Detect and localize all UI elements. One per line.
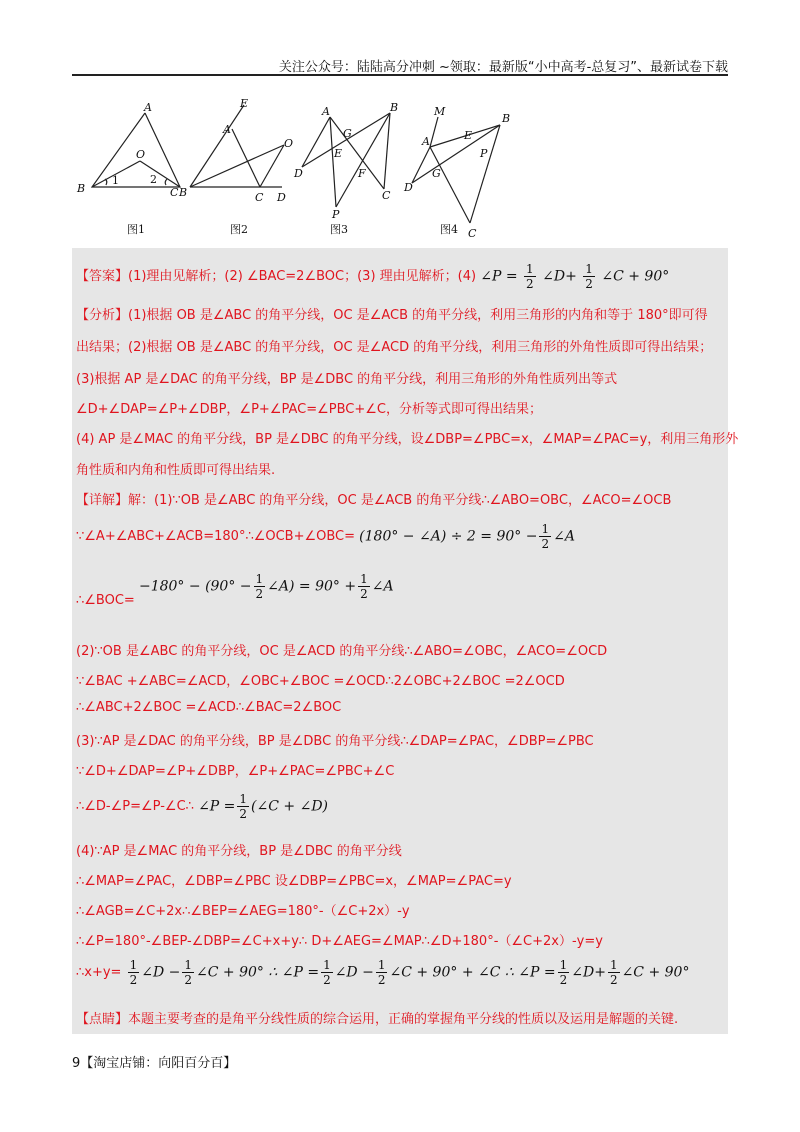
- figure-4-labels: [403, 105, 510, 240]
- fig4-label-e: E: [464, 129, 473, 142]
- detail-tag: 【详解】: [76, 493, 129, 508]
- fig3-caption: 图3: [330, 223, 348, 236]
- fig4-label-b: B: [502, 112, 511, 125]
- shop-name: 【淘宝店铺：向阳百分百】: [80, 1056, 237, 1071]
- figure-4: [412, 117, 500, 223]
- fig1-label-a: A: [144, 101, 152, 114]
- detail-p3-line-2: ∵∠D+∠DAP=∠P+∠DBP，∠P+∠PAC=∠PBC+∠C: [76, 764, 395, 779]
- header-divider: [72, 74, 728, 76]
- figure-2: [190, 105, 284, 187]
- fig4-caption: 图4: [440, 223, 458, 236]
- detail-line-1: 【详解】解：(1)∵OB 是∠ABC 的角平分线，OC 是∠ACB 的角平分线∴∠ABO=OBC，∠ACO=∠OCB: [76, 493, 672, 508]
- fig1-label-o: O: [136, 148, 146, 161]
- fig3-label-a: A: [322, 105, 330, 118]
- fig4-label-p: P: [480, 147, 488, 160]
- fig2-label-e: E: [240, 97, 249, 110]
- fig3-label-g: G: [343, 127, 352, 140]
- detail-p4-line-3: ∴∠AGB=∠C+2x∴∠BEP=∠AEG=180°-（∠C+2x）-y: [76, 904, 410, 919]
- detail-p3-line-1: (3)∵AP 是∠DAC 的角平分线，BP 是∠DBC 的角平分线∴∠DAP=∠PAC，∠DBP=∠PBC: [76, 734, 594, 749]
- analysis-tag: 【分析】: [76, 308, 129, 323]
- page-number: 9: [72, 1056, 81, 1071]
- page-header: 关注公众号：陆陆高分冲刺 ~领取：最新版“小中高考-总复习”、最新试卷下载: [278, 60, 728, 75]
- fig2-label-c: C: [255, 191, 264, 204]
- detail-p4-line-5: ∴x+y= $\frac{1}{2}$ ∠D − $\frac{1}{2}$ ∠C + 90° ∴ ∠P = $\frac{1}{2}$ ∠D − $\frac{1}{2}$ ∠C + 90° + ∠C ∴ ∠P = $\frac{1}{2}$ ∠D+ $\frac{1}{2}$ ∠C + 90°: [76, 958, 690, 987]
- fig1-label-c: C: [170, 186, 179, 199]
- fig1-angle-1: 1: [112, 174, 119, 187]
- analysis-line-1: 【分析】(1)根据 OB 是∠ABC 的角平分线，OC 是∠ACB 的角平分线，利用三角形的内角和等于 180°即可得: [76, 308, 708, 323]
- figures-svg: [72, 95, 532, 245]
- half-fraction: $\frac{1}{2}$: [526, 262, 534, 291]
- answer-tag: 【答案】: [76, 269, 129, 284]
- analysis-line-3: (3)根据 AP 是∠DAC 的角平分线，BP 是∠DBC 的角平分线，利用三角形的外角性质列出等式: [76, 372, 618, 387]
- detail-formula-4: $\frac{1}{2}$ ∠D − $\frac{1}{2}$ ∠C + 90° ∴ ∠P = $\frac{1}{2}$ ∠D − $\frac{1}{2}$ ∠C + 90° + ∠C ∴ ∠P = $\frac{1}{2}$ ∠D+ $\frac{1}{2}$ ∠C + 90°: [129, 958, 690, 987]
- detail-formula-2: −180° − (90° − $\frac{1}{2}$ ∠A) = 90° + $\frac{1}{2}$ ∠A: [138, 572, 394, 601]
- answer-formula-end: ∠C + 90°: [601, 268, 670, 285]
- fig2-label-b: B: [179, 186, 188, 199]
- fig3-label-b: B: [390, 101, 399, 114]
- fig1-label-b: B: [77, 182, 86, 195]
- fig4-label-d: D: [404, 181, 413, 194]
- fig3-label-e: E: [334, 147, 343, 160]
- detail-p4-line-2: ∴∠MAP=∠PAC，∠DBP=∠PBC 设∠DBP=∠PBC=x，∠MAP=∠PAC=y: [76, 874, 512, 889]
- analysis-line-2: 出结果；(2)根据 OB 是∠ABC 的角平分线，OC 是∠ACD 的角平分线，利用三角形的外角性质即可得出结果；: [76, 340, 713, 355]
- detail-p4-line-4: ∴∠P=180°-∠BEP-∠DBP=∠C+x+y∴ D+∠AEG=∠MAP∴∠D+180°-（∠C+2x）-y=y: [76, 934, 603, 949]
- detail-p2-line-1: (2)∵OB 是∠ABC 的角平分线，OC 是∠ACD 的角平分线∴∠ABO=∠OBC，∠ACO=∠OCD: [76, 644, 608, 659]
- figure-3-labels: [293, 101, 398, 236]
- detail-p2-line-3: ∴∠ABC+2∠BOC =∠ACD∴∠BAC=2∠BOC: [76, 700, 342, 715]
- fig1-caption: 图1: [127, 223, 145, 236]
- geometry-figures: [72, 95, 532, 245]
- fig3-label-f: F: [358, 167, 366, 180]
- detail-formula-3: ∠P = $\frac{1}{2}$ (∠C + ∠D): [198, 792, 328, 821]
- detail-line-3: ∴∠BOC= −180° − (90° − $\frac{1}{2}$ ∠A) = 90° + $\frac{1}{2}$ ∠A: [76, 572, 394, 608]
- answer-formula: [480, 262, 669, 291]
- fig4-label-m: M: [434, 105, 446, 118]
- fig3-label-c: C: [382, 189, 391, 202]
- answer-text: (1)理由见解析；(2) ∠BAC=2∠BOC；(3) 理由见解析；(4): [128, 269, 477, 284]
- analysis-line-4: ∠D+∠DAP=∠P+∠DBP，∠P+∠PAC=∠PBC+∠C，分析等式即可得出结果；: [76, 402, 542, 417]
- fig1-angle-2: 2: [150, 173, 157, 186]
- page-footer: [72, 1052, 236, 1071]
- fig2-caption: 图2: [230, 223, 248, 236]
- detail-p2-line-2: ∵∠BAC +∠ABC=∠ACD，∠OBC+∠BOC =∠OCD∴2∠OBC+2∠BOC =2∠OCD: [76, 674, 565, 689]
- comment-line: 【点睛】本题主要考查的是角平分线性质的综合运用，正确的掌握角平分线的性质以及运用是解题的关键.: [76, 1012, 679, 1027]
- analysis-line-5: (4) AP 是∠MAC 的角平分线，BP 是∠DBC 的角平分线，设∠DBP=∠PBC=x，∠MAP=∠PAC=y，利用三角形外: [76, 432, 739, 447]
- fig4-label-c: C: [468, 227, 477, 240]
- detail-p3-line-3: ∴∠D-∠P=∠P-∠C∴ ∠P = $\frac{1}{2}$ (∠C + ∠D): [76, 792, 328, 821]
- fig4-label-g: G: [432, 167, 441, 180]
- fig3-label-d: D: [294, 167, 303, 180]
- figure-1-labels: [76, 101, 179, 236]
- answer-line: [76, 262, 669, 291]
- half-fraction: $\frac{1}{2}$: [585, 262, 593, 291]
- fig2-label-d: D: [277, 191, 286, 204]
- comment-tag: 【点睛】: [76, 1012, 129, 1027]
- detail-p4-line-1: (4)∵AP 是∠MAC 的角平分线，BP 是∠DBC 的角平分线: [76, 844, 402, 859]
- analysis-line-6: 角性质和内角和性质即可得出结果.: [76, 463, 276, 478]
- detail-formula-1: (180° − ∠A) ÷ 2 = 90° − $\frac{1}{2}$ ∠A: [359, 522, 575, 551]
- fig2-label-a: A: [223, 123, 231, 136]
- detail-line-2: ∵∠A+∠ABC+∠ACB=180°∴∠OCB+∠OBC= (180° − ∠A) ÷ 2 = 90° − $\frac{1}{2}$ ∠A: [76, 522, 575, 551]
- fig3-label-p: P: [332, 208, 340, 221]
- answer-formula-mid: ∠D+: [542, 268, 577, 285]
- answer-formula-lhs: ∠P =: [480, 268, 518, 285]
- fig2-label-o: O: [284, 137, 294, 150]
- fig4-label-a: A: [422, 135, 430, 148]
